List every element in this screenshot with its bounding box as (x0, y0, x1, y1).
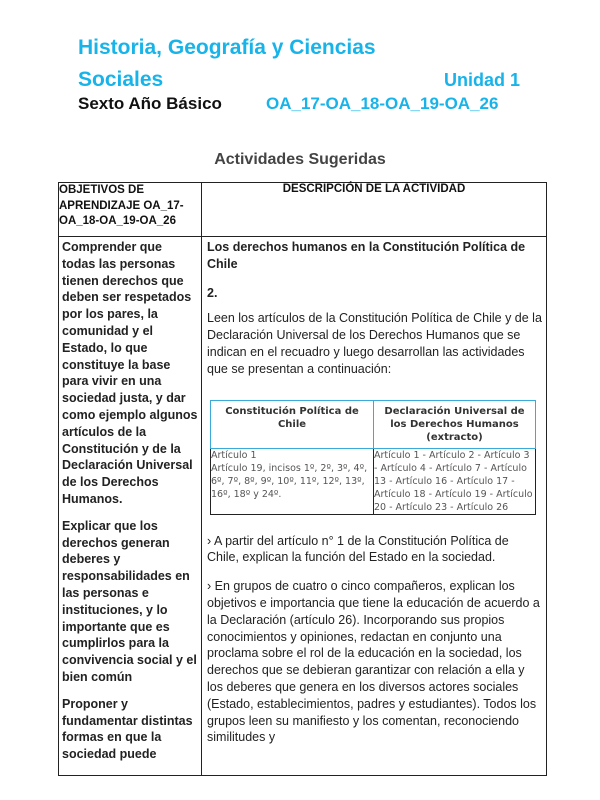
activity-title: Los derechos humanos en la Constitución Política de Chile (207, 240, 526, 271)
description-header: DESCRIPCIÓN DE LA ACTIVIDAD (202, 183, 547, 237)
section-title: Actividades Sugeridas (214, 151, 386, 168)
declaration-header: Declaración Universal de los Derechos Humanos (extracto) (374, 400, 536, 448)
constitution-articles: Artículo 1 Artículo 19, incisos 1º, 2º, 3º, 4º, 6º, 7º, 8º, 9º, 10º, 11º, 12º, 13º, 16º, 18º y 24º. (211, 448, 374, 514)
activities-table (58, 182, 547, 776)
constitution-header: Constitución Política de Chile (211, 400, 374, 448)
articles-box (210, 400, 536, 515)
description-cell (202, 237, 547, 776)
objective-item: Proponer y fundamentar distintas formas en que la sociedad puede (62, 696, 193, 762)
oa-codes: OA_17-OA_18-OA_19-OA_26 (266, 94, 499, 113)
objectives-cell (59, 237, 202, 776)
activity-paragraph-2: › En grupos de cuatro o cinco compañeros, explican los objetivos e importancia que tiene la educación de acuerdo a la Declaración (artículo 26). Incorporando sus propios conocimientos y opiniones, redactan en conjunto una proclama sobre el rol de la educación en la sociedad, los derechos que se debieran garantizar con relación a ella y los deberes que genera en los diversos actores sociales (Estado, establecimientos, padres y estudiantes). Todos los grupos leen su manifiesto y los comentan, reconociendo similitudes y (207, 579, 540, 745)
table-row (59, 237, 547, 776)
objective-item: Explicar que los derechos generan deberes y responsabilidades en las personas e instituciones, y lo importante que es cumplirlos para la convivencia social y el bien común (62, 518, 197, 684)
subject-title-line2: Sociales (78, 68, 164, 91)
objectives-header: OBJETIVOS DE APRENDIZAJE OA_17-OA_18-OA_19-OA_26 (59, 183, 202, 237)
subject-title-line1: Historia, Geografía y Ciencias (78, 36, 376, 59)
unit-label: Unidad 1 (444, 70, 521, 90)
activity-paragraph-1: › A partir del artículo n° 1 de la Constitución Política de Chile, explican la función del Estado en la sociedad. (207, 533, 509, 565)
table-header-row (59, 183, 547, 237)
activity-number: 2. (207, 285, 218, 300)
grade-label: Sexto Año Básico (78, 94, 222, 113)
declaration-articles: Artículo 1 - Artículo 2 - Artículo 3 - Artículo 4 - Artículo 7 - Artículo 13 - Artículo 16 - Artículo 17 - Artículo 18 - Artículo 19 - Artículo 20 - Artículo 23 - Artículo 26 (374, 448, 536, 514)
objective-item: Comprender que todas las personas tienen derechos que deben ser respetados por los pares, la comunidad y el Estado, lo que constituye la base para vivir en una sociedad justa, y dar como ejemplo algunos artículos de la Constitución y de la Declaración Universal de los Derechos Humanos. (62, 240, 198, 506)
activity-intro: Leen los artículos de la Constitución Política de Chile y de la Declaración Universal de los Derechos Humanos que se indican en el recuadro y luego desarrollan las actividades que se presentan a continuación: (207, 311, 542, 376)
